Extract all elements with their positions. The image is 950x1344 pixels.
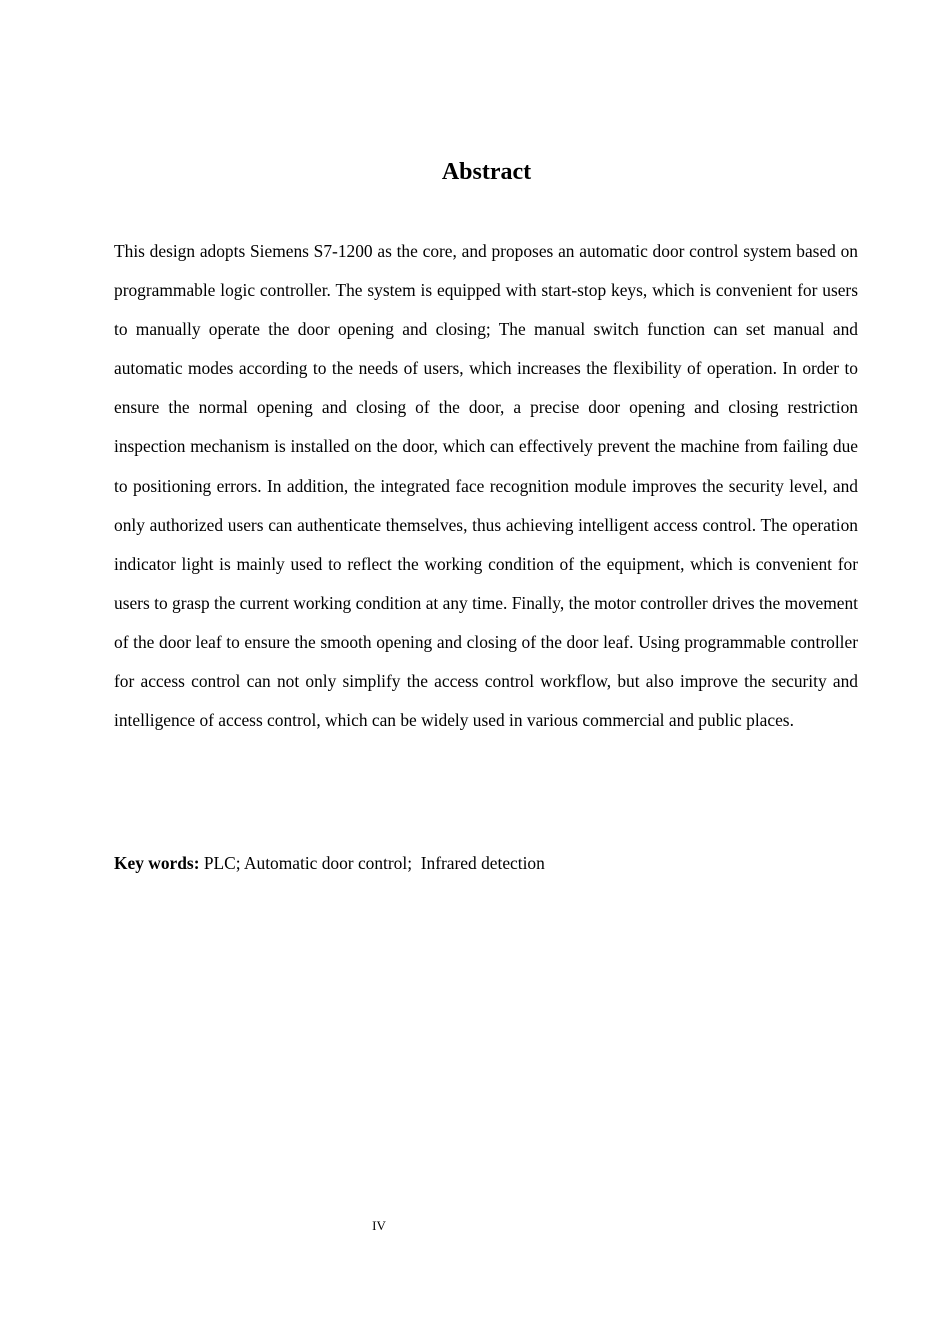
keywords-label: Key words: <box>114 853 200 873</box>
keywords-line <box>114 848 858 878</box>
abstract-body-paragraph: This design adopts Siemens S7-1200 as the core, and proposes an automatic door control system based on programmable logic controller. The system is equipped with start-stop keys, which is convenient for users to manually operate the door opening and closing; The manual switch function can set manual and automatic modes according to the needs of users, which increases the flexibility of operation. In order to ensure the normal opening and closing of the door, a precise door opening and closing restriction inspection mechanism is installed on the door, which can effectively prevent the machine from failing due to positioning errors. In addition, the integrated face recognition module improves the security level, and only authorized users can authenticate themselves, thus achieving intelligent access control. The operation indicator light is mainly used to reflect the working condition of the equipment, which is convenient for users to grasp the current working condition at any time. Finally, the motor controller drives the movement of the door leaf to ensure the smooth opening and closing of the door leaf. Using programmable controller for access control can not only simplify the access control workflow, but also improve the security and intelligence of access control, which can be widely used in various commercial and public places. <box>114 241 858 731</box>
page-number: IV <box>372 1218 386 1233</box>
keywords-text: PLC; Automatic door control; Infrared detection <box>199 853 545 873</box>
abstract-title: Abstract <box>441 159 532 185</box>
